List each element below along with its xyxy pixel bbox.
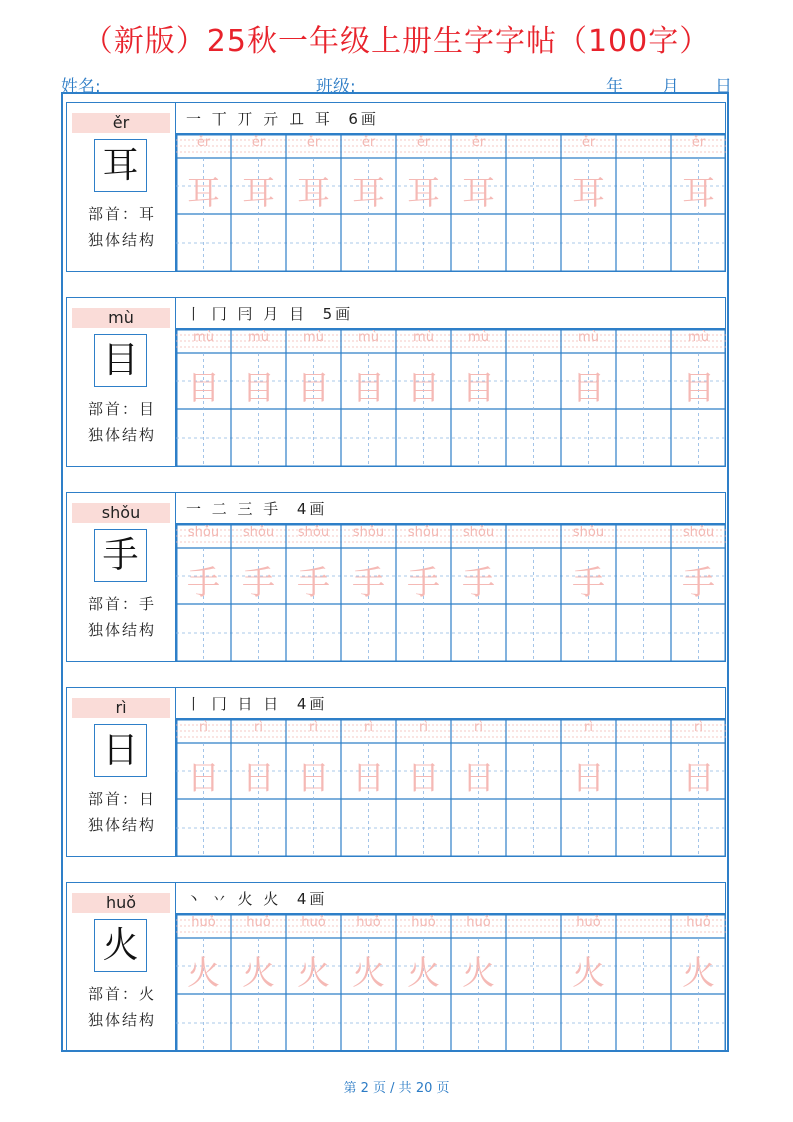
character-trace-cell: 手 [352,563,385,602]
pinyin-trace-cell: ěr [361,135,376,150]
pinyin-trace-cell: shǒu [682,525,715,540]
radical-label: 部首：日 [87,790,156,808]
character-info-panel [66,297,176,467]
model-character: 火 [94,919,147,972]
structure-label: 独体结构 [87,231,156,249]
character-trace-cell: 火 [407,953,440,992]
stroke-order-row [176,492,726,524]
pinyin-trace-cell: huǒ [356,915,381,930]
pinyin-trace-cell: rì [584,720,593,735]
character-trace-cell: 手 [187,563,220,602]
character-trace-cell: 手 [572,563,605,602]
character-trace-cell: 日 [682,758,715,797]
character-trace-cell: 日 [407,758,440,797]
pinyin-trace-cell: mù [688,330,709,345]
character-trace-cell: 目 [462,368,495,407]
pinyin-trace-cell: rì [474,720,483,735]
pinyin-trace-cell: rì [199,720,208,735]
stroke-count: 5画 [322,305,354,323]
character-trace-cell: 火 [352,953,385,992]
character-trace-cell: 目 [352,368,385,407]
pinyin-trace-cell: huǒ [411,915,436,930]
structure-label: 独体结构 [87,426,156,444]
character-trace-cell: 目 [242,368,275,407]
structure-label: 独体结构 [87,816,156,834]
character-trace-cell: 日 [187,758,220,797]
pinyin-trace-cell: mù [413,330,434,345]
writing-grid [176,134,726,272]
pinyin-trace-cell: mù [578,330,599,345]
model-character: 目 [94,334,147,387]
character-trace-cell: 火 [187,953,220,992]
stroke-order: 一 丅 丌 亓 𠀃 耳 6画 [186,110,379,128]
character-trace-cell: 日 [462,758,495,797]
pinyin-trace-cell: mù [303,330,324,345]
pinyin-trace-cell: huǒ [246,915,271,930]
stroke-count: 4画 [296,890,328,908]
character-trace-cell: 日 [572,758,605,797]
pinyin-trace-cell: ěr [471,135,486,150]
character-info-panel [66,492,176,662]
character-info-panel [66,102,176,272]
pinyin-label: mù [72,308,170,328]
character-trace-cell: 火 [297,953,330,992]
pinyin-trace-cell: shǒu [462,525,495,540]
pinyin-trace-cell: rì [419,720,428,735]
writing-grid [176,524,726,662]
writing-grid [176,329,726,467]
pinyin-label: huǒ [72,893,170,913]
pinyin-label: rì [72,698,170,718]
stroke-order: 丨 冂 日 日 4画 [186,695,328,713]
stroke-order: 丶 丷 火 火 4画 [186,890,328,908]
pinyin-label: ěr [72,113,170,133]
radical-label: 部首：目 [87,400,156,418]
model-character: 手 [94,529,147,582]
character-trace-cell: 火 [462,953,495,992]
character-trace-cell: 目 [297,368,330,407]
character-trace-cell: 目 [572,368,605,407]
pinyin-trace-cell: mù [358,330,379,345]
pinyin-trace-cell: ěr [306,135,321,150]
pinyin-trace-cell: ěr [251,135,266,150]
pinyin-trace-cell: rì [694,720,703,735]
stroke-order-row [176,102,726,134]
character-trace-cell: 目 [682,368,715,407]
character-info-panel [66,882,176,1052]
character-block [66,877,726,1053]
page-footer: 第 2 页 / 共 20 页 [343,1081,450,1096]
model-character: 耳 [94,139,147,192]
character-block [66,682,726,858]
writing-grid [176,719,726,857]
character-trace-cell: 手 [297,563,330,602]
character-trace-cell: 耳 [297,173,330,212]
character-trace-cell: 耳 [242,173,275,212]
pinyin-trace-cell: shǒu [187,525,220,540]
character-block [66,292,726,468]
character-trace-cell: 耳 [682,173,715,212]
model-character: 日 [94,724,147,777]
radical-label: 部首：火 [87,985,156,1003]
pinyin-trace-cell: ěr [416,135,431,150]
stroke-count: 4画 [296,500,328,518]
year-label: 年 [606,77,623,97]
character-trace-cell: 手 [462,563,495,602]
stroke-count: 6画 [348,110,379,128]
pinyin-trace-cell: rì [364,720,373,735]
character-block [66,487,726,663]
pinyin-trace-cell: huǒ [191,915,216,930]
character-trace-cell: 目 [187,368,220,407]
pinyin-trace-cell: shǒu [572,525,605,540]
radical-label: 部首：耳 [87,205,156,223]
stroke-order-row [176,297,726,329]
pinyin-trace-cell: ěr [581,135,596,150]
character-trace-cell: 耳 [407,173,440,212]
stroke-order-row [176,687,726,719]
month-label: 月 [662,77,679,97]
pinyin-trace-cell: mù [468,330,489,345]
class-label: 班级: [316,77,356,97]
stroke-order-row [176,882,726,914]
character-info-panel [66,687,176,857]
character-trace-cell: 目 [407,368,440,407]
pinyin-trace-cell: shǒu [352,525,385,540]
character-trace-cell: 手 [242,563,275,602]
stroke-order: 丨 冂 冃 月 目 5画 [186,305,354,323]
character-trace-cell: 火 [682,953,715,992]
pinyin-trace-cell: mù [248,330,269,345]
character-trace-cell: 火 [242,953,275,992]
stroke-count: 4画 [296,695,328,713]
pinyin-trace-cell: huǒ [576,915,601,930]
pinyin-trace-cell: rì [254,720,263,735]
character-trace-cell: 火 [572,953,605,992]
character-trace-cell: 日 [297,758,330,797]
pinyin-trace-cell: mù [193,330,214,345]
structure-label: 独体结构 [87,621,156,639]
character-trace-cell: 日 [242,758,275,797]
radical-label: 部首：手 [87,595,156,613]
character-block [66,97,726,273]
character-trace-cell: 耳 [187,173,220,212]
character-trace-cell: 耳 [462,173,495,212]
stroke-order: 一 二 三 手 4画 [186,500,328,518]
pinyin-trace-cell: huǒ [466,915,491,930]
day-label: 日 [715,77,732,97]
character-trace-cell: 手 [407,563,440,602]
pinyin-trace-cell: shǒu [297,525,330,540]
writing-grid [176,914,726,1052]
character-trace-cell: 手 [682,563,715,602]
character-trace-cell: 耳 [352,173,385,212]
character-trace-cell: 日 [352,758,385,797]
pinyin-trace-cell: shǒu [242,525,275,540]
pinyin-trace-cell: ěr [196,135,211,150]
pinyin-trace-cell: huǒ [686,915,711,930]
pinyin-trace-cell: ěr [691,135,706,150]
pinyin-trace-cell: shǒu [407,525,440,540]
page-title: （新版）25秋一年级上册生字字帖（100字） [82,24,711,59]
pinyin-trace-cell: rì [309,720,318,735]
structure-label: 独体结构 [87,1011,156,1029]
name-label: 姓名: [61,77,101,97]
character-trace-cell: 耳 [572,173,605,212]
pinyin-trace-cell: huǒ [301,915,326,930]
pinyin-label: shǒu [72,503,170,523]
